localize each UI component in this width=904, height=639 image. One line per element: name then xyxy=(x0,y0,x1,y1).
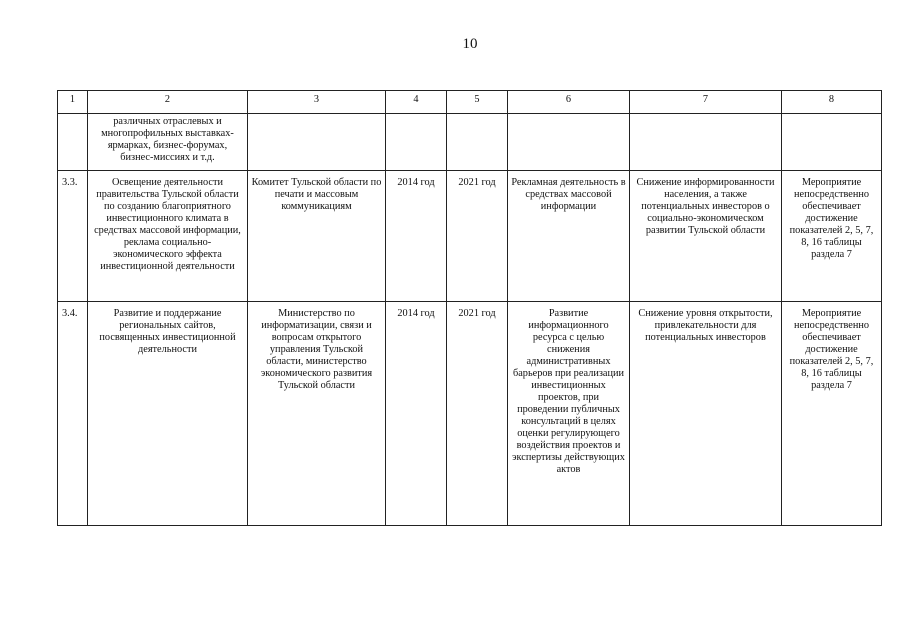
result-cell: Снижение уровня открытости, привлекательности для потенциальных инвесторов xyxy=(630,302,782,526)
column-header: 5 xyxy=(447,91,508,114)
activity-cell: различных отраслевых и многопрофильных выставках-ярмарках, бизнес-форумах, бизнес-миссиях и т.д. xyxy=(88,114,248,171)
row-number-cell: 3.4. xyxy=(58,302,88,526)
indicator-link-cell: Мероприятие непосредственно обеспечивает достижение показателей 2, 5, 7, 8, 16 таблицы раздела 7 xyxy=(782,171,882,302)
indicator-link-cell xyxy=(782,114,882,171)
table-row xyxy=(58,171,882,302)
content-cell xyxy=(508,114,630,171)
column-header: 4 xyxy=(386,91,447,114)
start-year-cell: 2014 год xyxy=(386,171,447,302)
end-year-cell xyxy=(447,114,508,171)
activity-cell: Освещение деятельности правительства Тульской области по созданию благоприятного инвестиционного климата в средствах массовой информации, реклама социально-экономического эффекта инвестиционной деятельности xyxy=(88,171,248,302)
start-year-cell xyxy=(386,114,447,171)
indicator-link-cell: Мероприятие непосредственно обеспечивает достижение показателей 2, 5, 7, 8, 16 таблицы раздела 7 xyxy=(782,302,882,526)
executor-cell: Министерство по информатизации, связи и вопросам открытого управления Тульской области, министерство экономического развития Тульской области xyxy=(248,302,386,526)
row-number-cell: 3.3. xyxy=(58,171,88,302)
result-cell xyxy=(630,114,782,171)
column-header: 7 xyxy=(630,91,782,114)
column-header: 2 xyxy=(88,91,248,114)
table-row xyxy=(58,114,882,171)
executor-cell xyxy=(248,114,386,171)
measures-table xyxy=(57,90,882,526)
end-year-cell: 2021 год xyxy=(447,171,508,302)
column-header: 6 xyxy=(508,91,630,114)
executor-cell: Комитет Тульской области по печати и массовым коммуникациям xyxy=(248,171,386,302)
column-header: 1 xyxy=(58,91,88,114)
page-number: 10 xyxy=(462,36,478,52)
start-year-cell: 2014 год xyxy=(386,302,447,526)
column-header: 8 xyxy=(782,91,882,114)
end-year-cell: 2021 год xyxy=(447,302,508,526)
column-header: 3 xyxy=(248,91,386,114)
activity-cell: Развитие и поддержание региональных сайтов, посвященных инвестиционной деятельности xyxy=(88,302,248,526)
content-cell: Рекламная деятельность в средствах массовой информации xyxy=(508,171,630,302)
row-number-cell xyxy=(58,114,88,171)
result-cell: Снижение информированности населения, а также потенциальных инвесторов о социально-экономическом развитии Тульской области xyxy=(630,171,782,302)
table-row xyxy=(58,302,882,526)
content-cell: Развитие информационного ресурса с целью снижения административных барьеров при реализации инвестиционных проектов, при проведении публичных консультаций в целях оценки регулирующего воздействия проектов и экспертизы действующих актов xyxy=(508,302,630,526)
table-header-row xyxy=(58,91,882,114)
